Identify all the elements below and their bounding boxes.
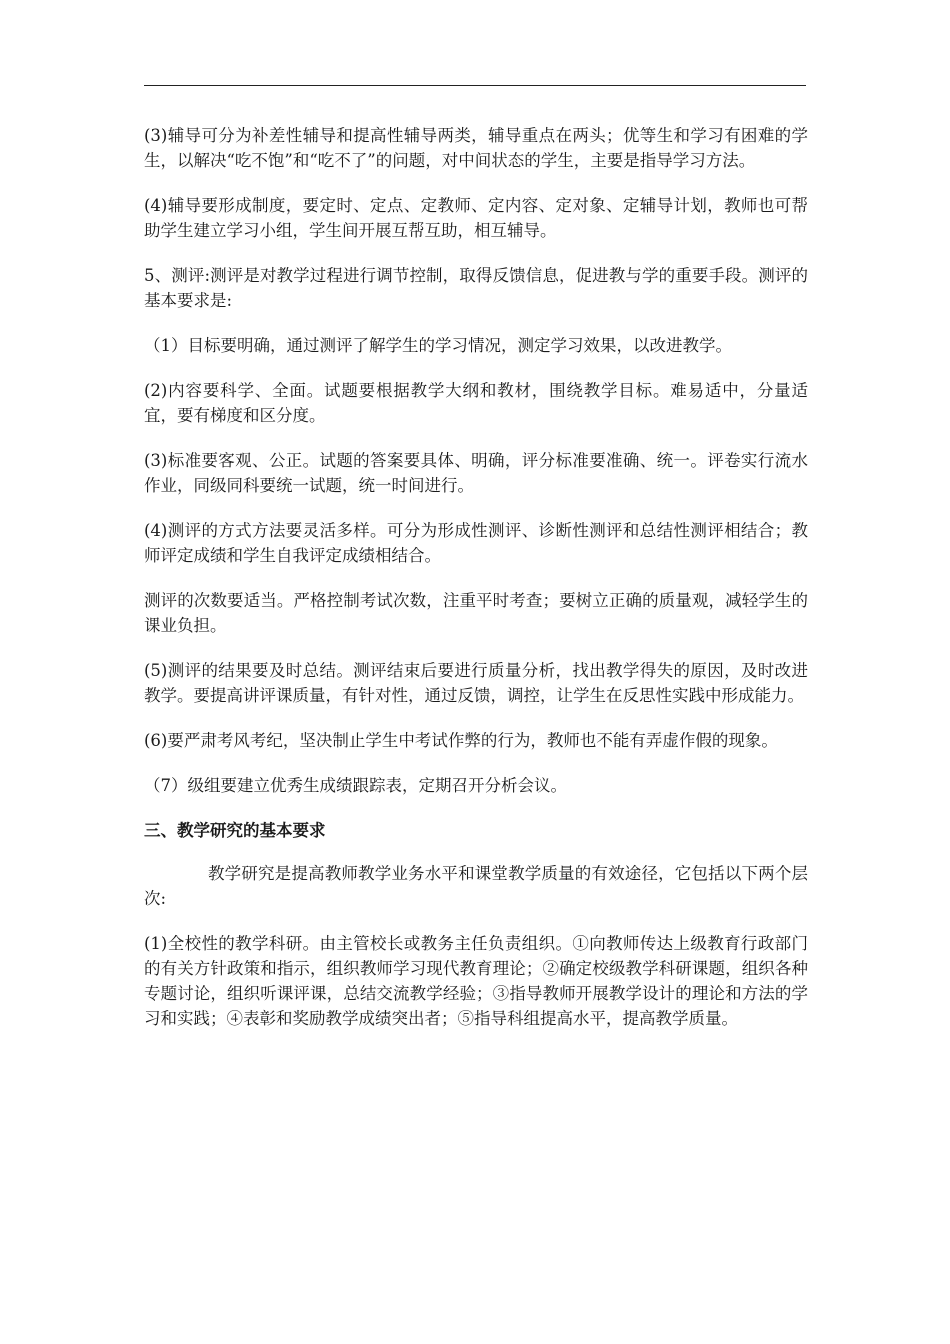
section-item-1: (1)全校性的教学科研。由主管校长或教务主任负责组织。①向教师传达上级教育行政部门的有关方针政策和指示，组织教师学习现代教育理论；②确定校级教学科研课题，组织各种专题讨论，组织听课评课，总结交流教学经验；③指导教师开展教学设计的理论和方法的学习和实践；④表彰和奖励教学成绩突出者；⑤指导科组提高水平，提高教学质量。 [144, 934, 808, 1028]
header-rule [144, 85, 806, 86]
paragraph-tutoring-3: (3)辅导可分为补差性辅导和提高性辅导两类，辅导重点在两头；优等生和学习有困难的学生，以解决“吃不饱”和“吃不了”的问题，对中间状态的学生，主要是指导学习方法。 [144, 126, 808, 170]
paragraph-tutoring-4: (4)辅导要形成制度，要定时、定点、定教师、定内容、定对象、定辅导计划，教师也可帮助学生建立学习小组，学生间开展互帮互助，相互辅导。 [144, 196, 808, 240]
paragraph-assessment-4: (4)测评的方式方法要灵活多样。可分为形成性测评、诊断性测评和总结性测评相结合；教师评定成绩和学生自我评定成绩相结合。 [144, 521, 808, 565]
paragraph-assessment-2: (2)内容要科学、全面。试题要根据教学大纲和教材，围绕教学目标。难易适中，分量适宜，要有梯度和区分度。 [144, 381, 808, 425]
paragraph-assessment-1: （1）目标要明确，通过测评了解学生的学习情况，测定学习效果，以改进教学。 [144, 336, 732, 355]
paragraph-assessment-frequency: 测评的次数要适当。严格控制考试次数，注重平时考查；要树立正确的质量观，减轻学生的课业负担。 [144, 591, 808, 635]
paragraph-assessment-3: (3)标准要客观、公正。试题的答案要具体、明确，评分标准要准确、统一。评卷实行流水作业，同级同科要统一试题，统一时间进行。 [144, 451, 808, 495]
paragraph-assessment-intro: 5、测评:测评是对教学过程进行调节控制，取得反馈信息，促进教与学的重要手段。测评的基本要求是: [144, 266, 808, 310]
section-heading: 三、教学研究的基本要求 [144, 821, 326, 840]
paragraph-assessment-5: (5)测评的结果要及时总结。测评结束后要进行质量分析，找出教学得失的原因，及时改进教学。要提高讲评课质量，有针对性，通过反馈，调控，让学生在反思性实践中形成能力。 [144, 661, 808, 705]
section-intro: 教学研究是提高教师教学业务水平和课堂教学质量的有效途径，它包括以下两个层次: [144, 864, 808, 908]
paragraph-assessment-7: （7）级组要建立优秀生成绩跟踪表，定期召开分析会议。 [144, 776, 567, 795]
paragraph-assessment-6: (6)要严肃考风考纪，坚决制止学生中考试作弊的行为，教师也不能有弄虚作假的现象。 [144, 731, 778, 750]
document-body [144, 123, 808, 1051]
